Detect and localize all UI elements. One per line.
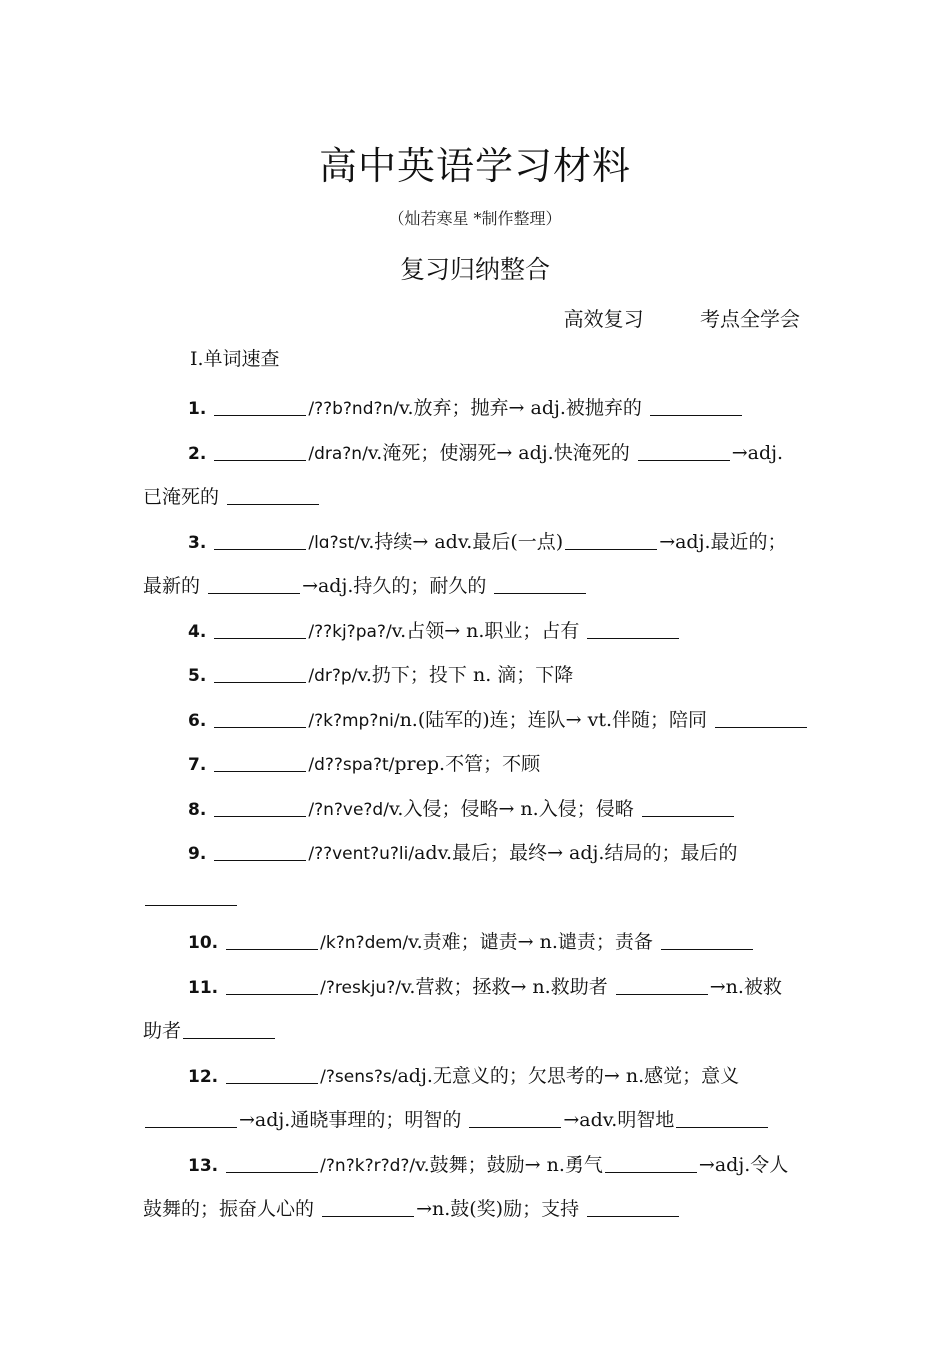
list-item (143, 1054, 808, 1099)
item-number: 6. (188, 710, 207, 731)
item-text: v.扔下；投下 n. 滴；下降 (357, 664, 574, 686)
item-text: 鼓舞的；振奋人心的 (143, 1198, 315, 1220)
answer-blank[interactable] (214, 842, 306, 861)
item-text: v.放弃；抛弃→ adj.被抛弃的 (399, 397, 642, 419)
document-title: 高中英语学习材料 (318, 144, 631, 188)
item-text: →adj.持久的；耐久的 (302, 575, 487, 597)
item-text: prep.不管；不顾 (394, 753, 541, 775)
slogan-right: 考点全学会 (700, 307, 800, 331)
item-number: 3. (188, 532, 207, 553)
item-number: 7. (188, 755, 207, 775)
list-item-continuation (143, 1098, 808, 1143)
answer-blank[interactable] (587, 620, 679, 639)
credit-line: （灿若寒星 *制作整理） (388, 209, 562, 228)
item-text: adj.无意义的；欠思考的→ n.感觉；意义 (397, 1064, 740, 1087)
list-item (143, 1143, 808, 1188)
item-text: 最新的 (143, 575, 201, 597)
item-text: v.持续→ adv.最后(一点) (359, 530, 564, 553)
slogan-left: 高效复习 (563, 307, 644, 331)
item-text: 已淹死的 (143, 486, 220, 508)
answer-blank[interactable] (642, 798, 734, 817)
list-item-continuation (143, 1187, 808, 1232)
list-item-continuation (143, 475, 808, 520)
phonetic: /?n?ve?d/ (308, 799, 389, 820)
answer-blank[interactable] (208, 575, 300, 594)
answer-blank[interactable] (605, 1154, 697, 1173)
list-item (143, 698, 808, 743)
section-title: 复习归纳整合 (399, 255, 550, 284)
list-item (143, 431, 808, 476)
item-text: →adj.通晓事理的；明智的 (239, 1109, 462, 1131)
list-item (143, 787, 808, 832)
item-number: 9. (188, 844, 207, 864)
list-item (143, 653, 808, 698)
answer-blank[interactable] (183, 1020, 275, 1039)
phonetic: /dr?p/ (308, 666, 358, 686)
item-text: n.(陆军的)连；连队→ vt.伴随；陪同 (399, 708, 708, 731)
phonetic: /dra?n/ (308, 443, 368, 464)
answer-blank[interactable] (638, 442, 730, 461)
list-item-continuation (143, 1009, 808, 1054)
item-text: v.营救；拯救→ n.救助者 (400, 975, 608, 998)
answer-blank[interactable] (214, 620, 306, 639)
item-text: →adj.最近的； (659, 530, 787, 553)
answer-blank[interactable] (226, 931, 318, 950)
answer-blank[interactable] (322, 1198, 414, 1217)
answer-blank[interactable] (214, 442, 306, 461)
phonetic: /k?n?dem/ (320, 933, 409, 953)
item-text: v.责难；谴责→ n.谴责；责备 (408, 931, 653, 953)
answer-blank[interactable] (494, 575, 586, 594)
item-text: →adj. (731, 441, 784, 464)
list-item-continuation (143, 564, 808, 609)
item-text: v.鼓舞；鼓励→ n.勇气 (415, 1153, 603, 1176)
item-text: →adj.令人 (698, 1153, 789, 1176)
phonetic: /??vent?u?li/ (308, 844, 415, 864)
phonetic: /?k?mp?ni/ (308, 710, 400, 731)
item-text: adv.最后；最终→ adj.结局的；最后的 (414, 842, 738, 864)
answer-blank[interactable] (227, 486, 319, 505)
answer-blank[interactable] (226, 1065, 318, 1084)
phonetic: /??kj?pa?/ (308, 621, 392, 642)
phonetic: /?n?k?r?d?/ (320, 1155, 416, 1176)
answer-blank[interactable] (214, 531, 306, 550)
answer-blank[interactable] (145, 887, 237, 906)
answer-blank[interactable] (214, 664, 306, 683)
phonetic: /lɑ?st/ (308, 532, 360, 553)
item-text: →n.被救 (709, 975, 782, 998)
answer-blank[interactable] (214, 753, 306, 772)
answer-blank[interactable] (565, 531, 657, 550)
list-item-continuation (143, 876, 808, 921)
answer-blank[interactable] (214, 709, 306, 728)
item-text: →adv.明智地 (563, 1109, 675, 1131)
slogan (536, 303, 800, 332)
item-number: 11. (188, 977, 219, 998)
list-item (143, 965, 808, 1010)
answer-blank[interactable] (226, 1154, 318, 1173)
answer-blank[interactable] (661, 931, 753, 950)
list-item (143, 520, 808, 565)
answer-blank[interactable] (145, 1109, 237, 1128)
answer-blank[interactable] (676, 1109, 768, 1128)
item-number: 1. (188, 399, 207, 419)
answer-blank[interactable] (214, 397, 306, 416)
answer-blank[interactable] (226, 976, 318, 995)
answer-blank[interactable] (715, 709, 807, 728)
answer-blank[interactable] (469, 1109, 561, 1128)
list-item (143, 742, 808, 787)
item-number: 4. (188, 621, 207, 642)
phonetic: /?sens?s/ (320, 1066, 398, 1087)
answer-blank[interactable] (616, 976, 708, 995)
vocabulary-list (143, 386, 808, 1232)
list-item (143, 920, 808, 965)
phonetic: /d??spa?t/ (308, 755, 395, 775)
item-text: 助者 (143, 1020, 182, 1042)
item-number: 8. (188, 799, 207, 820)
list-item (143, 386, 808, 431)
item-text: →n.鼓(奖)励；支持 (416, 1198, 580, 1220)
answer-blank[interactable] (587, 1198, 679, 1217)
item-number: 12. (188, 1066, 219, 1087)
list-item (143, 831, 808, 876)
item-number: 10. (188, 933, 219, 953)
part-heading: Ⅰ.单词速查 (190, 348, 280, 370)
answer-blank[interactable] (650, 397, 742, 416)
item-number: 2. (188, 443, 207, 464)
list-item (143, 609, 808, 654)
answer-blank[interactable] (214, 798, 306, 817)
phonetic: /?reskju?/ (320, 977, 401, 998)
item-text: v.入侵；侵略→ n.入侵；侵略 (388, 797, 634, 820)
phonetic: /??b?nd?n/ (308, 399, 400, 419)
item-number: 13. (188, 1155, 219, 1176)
item-text: v.占领→ n.职业；占有 (391, 619, 580, 642)
item-number: 5. (188, 666, 207, 686)
item-text: v.淹死；使溺死→ adj.快淹死的 (367, 441, 630, 464)
